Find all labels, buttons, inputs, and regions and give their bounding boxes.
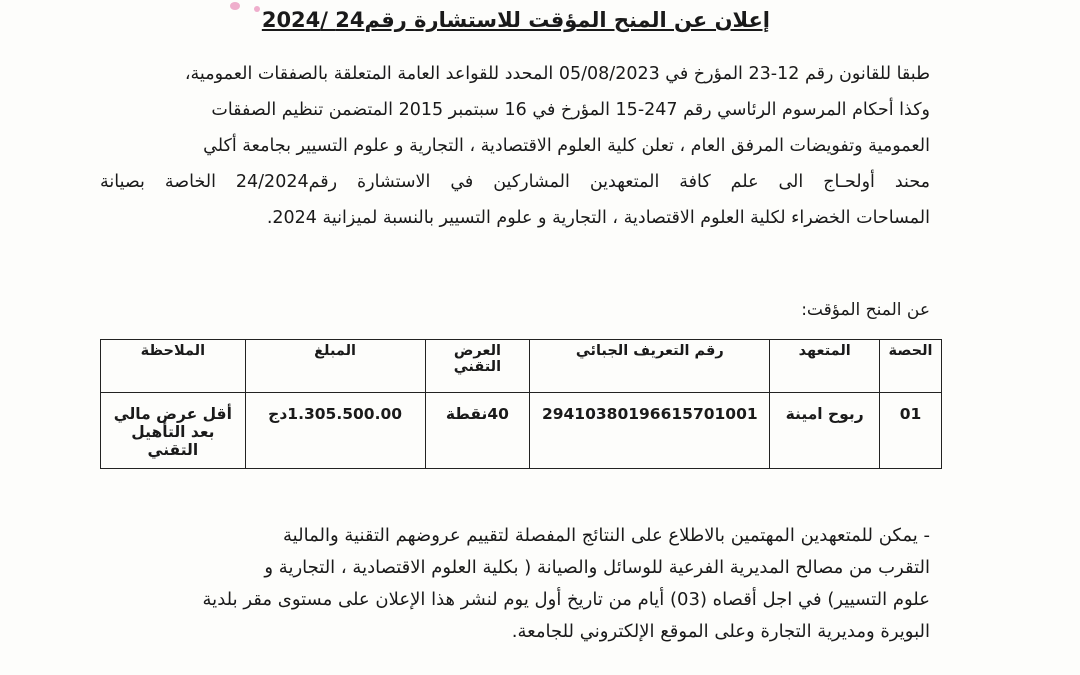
cell-technical: 40نقطة (425, 393, 530, 469)
header-note: الملاحظة (101, 340, 246, 393)
header-lot: الحصة (880, 340, 942, 393)
paragraph-line: محند أولحـاج الى علم كافة المتعهدين المشاركين في الاستشارة رقم24/2024 الخاصة بصيانة (100, 172, 930, 192)
notice-line: البويرة ومديرية التجارة وعلى الموقع الإلكتروني للجامعة. (511, 621, 930, 642)
cell-bidder: ربوح امينة (770, 393, 880, 469)
paragraph-line: طبقا للقانون رقم 12-23 المؤرخ في 05/08/2023 المحدد للقواعد العامة المتعلقة بالصفقات العمومية، (184, 64, 930, 84)
cell-amount: 1.305.500.00دج (245, 393, 425, 469)
table-header-row (101, 340, 942, 393)
notice-line: علوم التسيير) في اجل أقصاه (03) أيام من تاريخ أول يوم لنشر هذا الإعلان على مستوى مقر بلدية (202, 589, 930, 610)
notice-line: التقرب من مصالح المديرية الفرعية للوسائل والصيانة ( بكلية العلوم الاقتصادية ، التجارية و (264, 557, 930, 578)
paragraph-line: وكذا أحكام المرسوم الرئاسي رقم 247-15 المؤرخ في 16 سبتمبر 2015 المتضمن تنظيم الصفقات (211, 100, 930, 120)
paragraph-line: العمومية وتفويضات المرفق العام ، تعلن كلية العلوم الاقتصادية ، التجارية و علوم التسيير بجامعة أكلي (203, 136, 930, 156)
pink-ink-mark (230, 2, 240, 10)
notice-paragraph (140, 520, 930, 648)
notice-line: - يمكن للمتعهدين المهتمين بالاطلاع على النتائج المفصلة لتقييم عروضهم التقنية والمالية (283, 525, 930, 546)
body-paragraph (100, 56, 930, 236)
paragraph-line: المساحات الخضراء لكلية العلوم الاقتصادية ، التجارية و علوم التسيير بالنسبة لميزانية 2024. (266, 208, 930, 228)
header-bidder: المتعهد (770, 340, 880, 393)
header-tax-id: رقم التعريف الجبائي (530, 340, 770, 393)
pink-ink-mark (254, 6, 260, 12)
award-table (100, 339, 942, 469)
award-intro: عن المنح المؤقت: (801, 300, 930, 320)
cell-tax-id: 29410380196615701001 (530, 393, 770, 469)
header-technical: العرض التقني (425, 340, 530, 393)
page-title: إعلان عن المنح المؤقت للاستشارة رقم24 /2024 (261, 8, 770, 32)
cell-lot: 01 (880, 393, 942, 469)
table-row (101, 393, 942, 469)
header-amount: المبلغ (245, 340, 425, 393)
cell-note: أقل عرض مالي بعد التأهيل التقني (101, 393, 246, 469)
